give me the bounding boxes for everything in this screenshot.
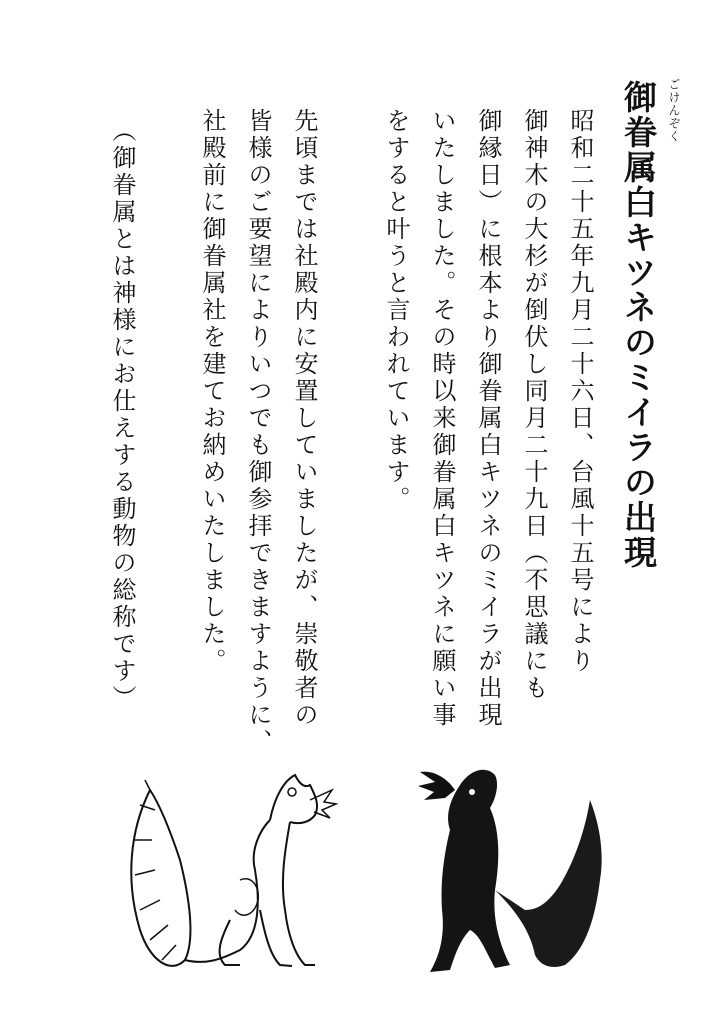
body-column-8: 社殿前に御眷属社を建てお納めいたしました。 xyxy=(198,108,226,675)
body-column-6: 先頃までは社殿内に安置していましたが、崇敬者の xyxy=(290,108,318,729)
body-column-7: 皆様のご要望によりいつでも御参拝できますように、 xyxy=(244,108,272,756)
page-title: 御眷属白キツネのミイラの出現 xyxy=(619,80,658,570)
title-ruby: ごけんぞく xyxy=(667,78,681,143)
black-fox-icon xyxy=(400,760,620,990)
body-column-1: 昭和二十五年九月二十六日、台風十五号により xyxy=(566,108,594,675)
footnote: （御眷属とは神様にお仕えする動物の総称です） xyxy=(108,118,136,712)
body-column-4: いたしました。その時以来御眷属白キツネに願い事 xyxy=(428,108,456,729)
body-column-5: をすると叶うと言われています。 xyxy=(382,108,410,513)
body-column-2: 御神木の大杉が倒伏し同月二十九日（不思議にも xyxy=(520,108,548,702)
white-fox-icon xyxy=(110,760,350,990)
body-column-3: 御縁日）に根本より御眷属白キツネのミイラが出現 xyxy=(474,108,502,729)
